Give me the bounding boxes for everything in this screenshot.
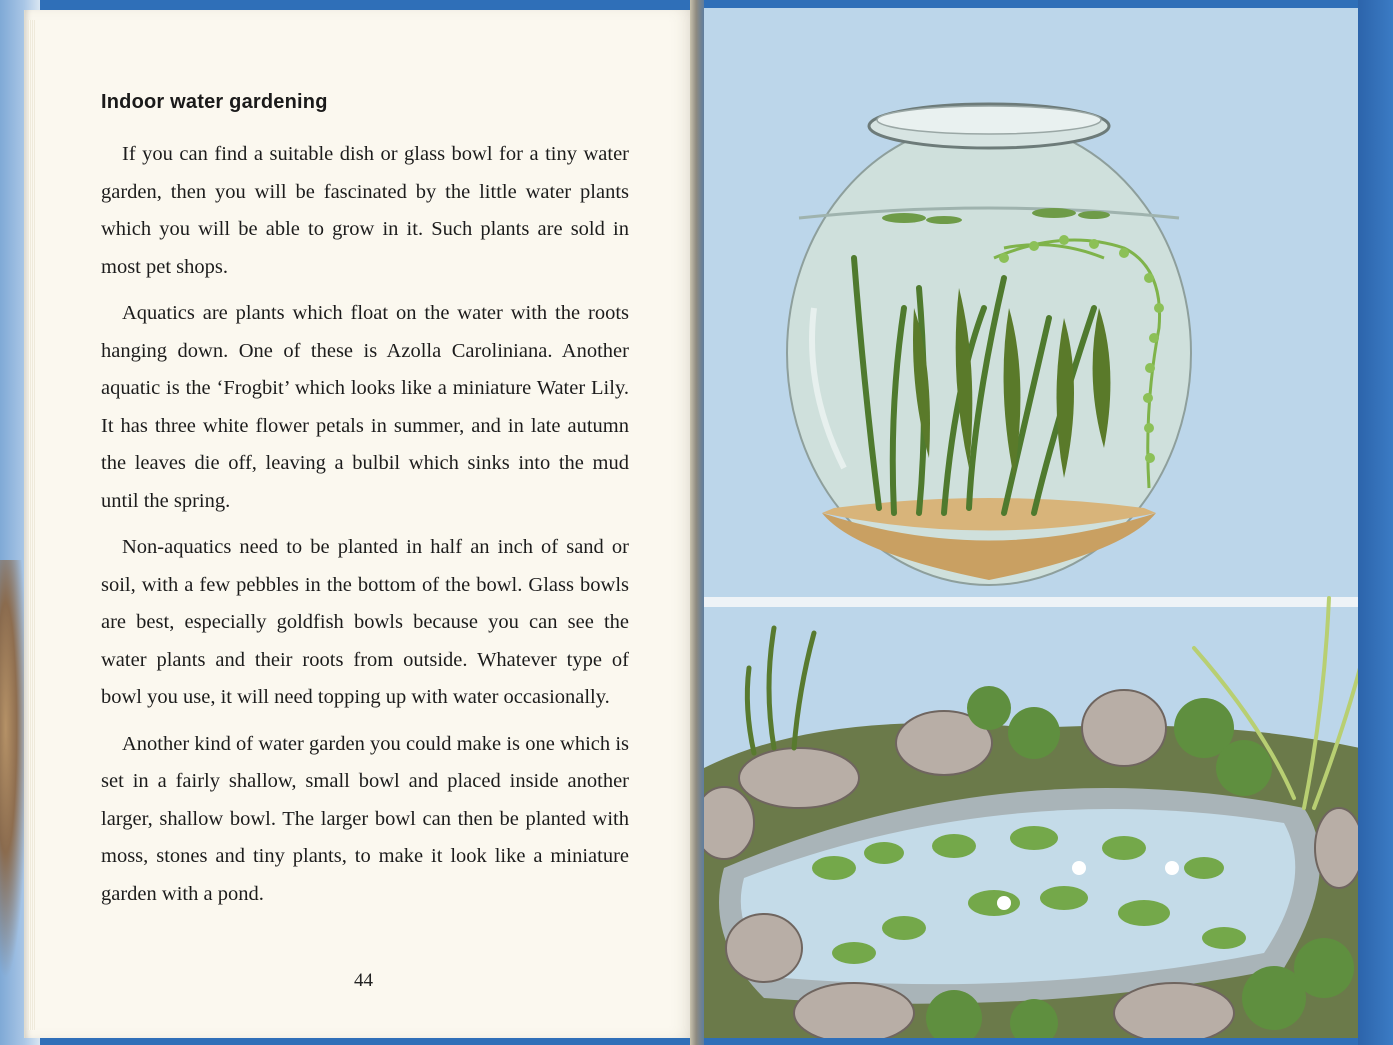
illustration xyxy=(704,8,1360,1038)
paragraph: Non-aquatics need to be planted in half an inch of sand or soil, with a few pebbles in the bottom of the bowl. Glass bowls are best, especially goldfish bowls because you can see the water plants and their roots from outside. Whatever type of bowl you use, it will need topping up with water occasionally. xyxy=(101,536,629,708)
panel-divider xyxy=(704,597,1360,607)
paragraph: If you can find a suitable dish or glass bowl for a tiny water garden, then you will be fascinated by the little water plants which you will be able to grow in it. Such plants are sold in most pet shops. xyxy=(101,143,629,278)
page-number: 44 xyxy=(354,970,373,991)
paragraph: Another kind of water garden you could make is one which is set in a fairly shallow, small bowl and placed inside another larger, shallow bowl. The larger bowl can then be planted with moss, stones and tiny plants, to make it look like a miniature garden with a pond. xyxy=(101,732,629,905)
book-gutter xyxy=(690,0,704,1045)
page-heading: Indoor water gardening xyxy=(101,91,328,113)
illustration-page xyxy=(704,8,1360,1038)
page-edges xyxy=(28,20,36,1030)
body-text xyxy=(101,136,629,922)
paragraph: Aquatics are plants which float on the water with the roots hanging down. One of these is Azolla Caroliniana. Another aquatic is the ‘Frogbit’ which looks like a miniature Water Lily. It has three white flower petals in summer, and in late autumn the leaves die off, leaving a bulbil which sinks into the mud until the spring. xyxy=(101,302,629,512)
book-cover-right-edge xyxy=(1358,0,1393,1045)
pond-garden-illustration xyxy=(704,598,1360,1038)
